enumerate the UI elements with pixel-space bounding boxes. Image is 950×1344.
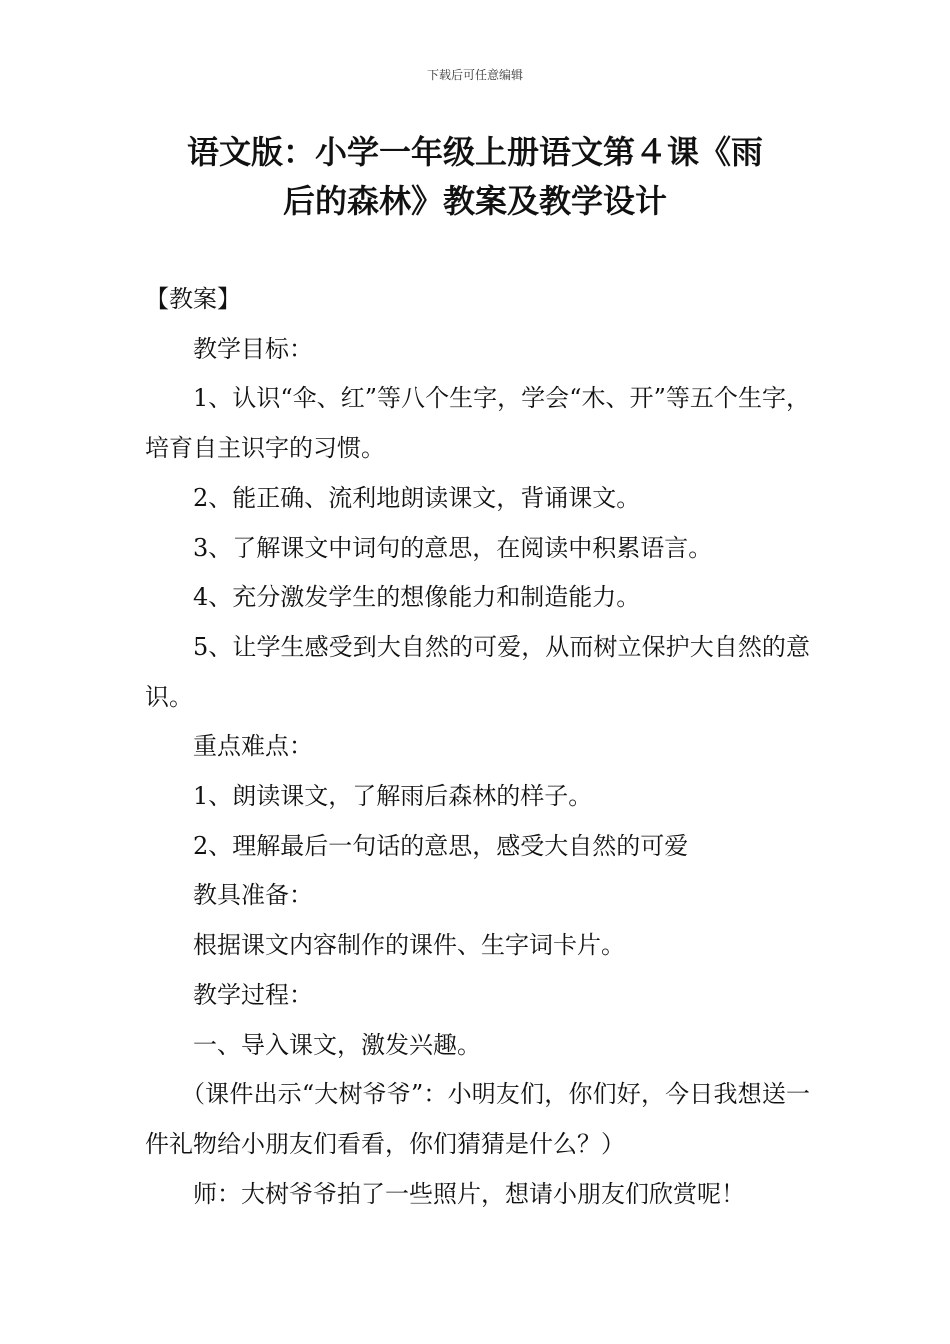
section-heading: 【教案】	[145, 285, 241, 313]
paragraph: （课件出示“大树爷爷”：小明友们，你们好，今日我想送一件礼物给小朋友们看看，你们猜猜是什么？）	[145, 1080, 810, 1158]
paragraph: 教学目标：	[193, 334, 313, 363]
page-title	[140, 128, 810, 226]
paragraph: 师：大树爷爷拍了一些照片，想请小朋友们欣赏呢！	[193, 1179, 745, 1208]
paragraph: 重点难点：	[193, 732, 313, 761]
title-line-1: 语文版：小学一年级上册语文第４课《雨	[186, 133, 763, 171]
paragraph: 1、认识“伞、红”等八个生字，学会“木、开”等五个生字，培育自主识字的习惯。	[145, 384, 810, 463]
paragraph: 2、理解最后一句话的意思，感受大自然的可爱	[193, 831, 689, 860]
paragraph: 根据课文内容制作的课件、生字词卡片。	[193, 931, 625, 960]
document-body	[145, 275, 810, 1219]
paragraph: 4、充分激发学生的想像能力和制造能力。	[193, 583, 641, 612]
paragraph: 5、让学生感受到大自然的可爱，从而树立保护大自然的意识。	[145, 632, 810, 711]
paragraph: 一、导入课文，激发兴趣。	[193, 1030, 481, 1059]
title-line-2: 后的森林》教案及教学设计	[282, 182, 667, 220]
paragraph: 教学过程：	[193, 980, 313, 1009]
paragraph: 1、朗读课文，了解雨后森林的样子。	[193, 782, 593, 811]
paragraph: 2、能正确、流利地朗读课文，背诵课文。	[193, 483, 641, 512]
paragraph: 教具准备：	[193, 881, 313, 910]
paragraph: 3、了解课文中词句的意思，在阅读中积累语言。	[193, 533, 713, 562]
header-note: 下载后可任意编辑	[426, 68, 523, 82]
